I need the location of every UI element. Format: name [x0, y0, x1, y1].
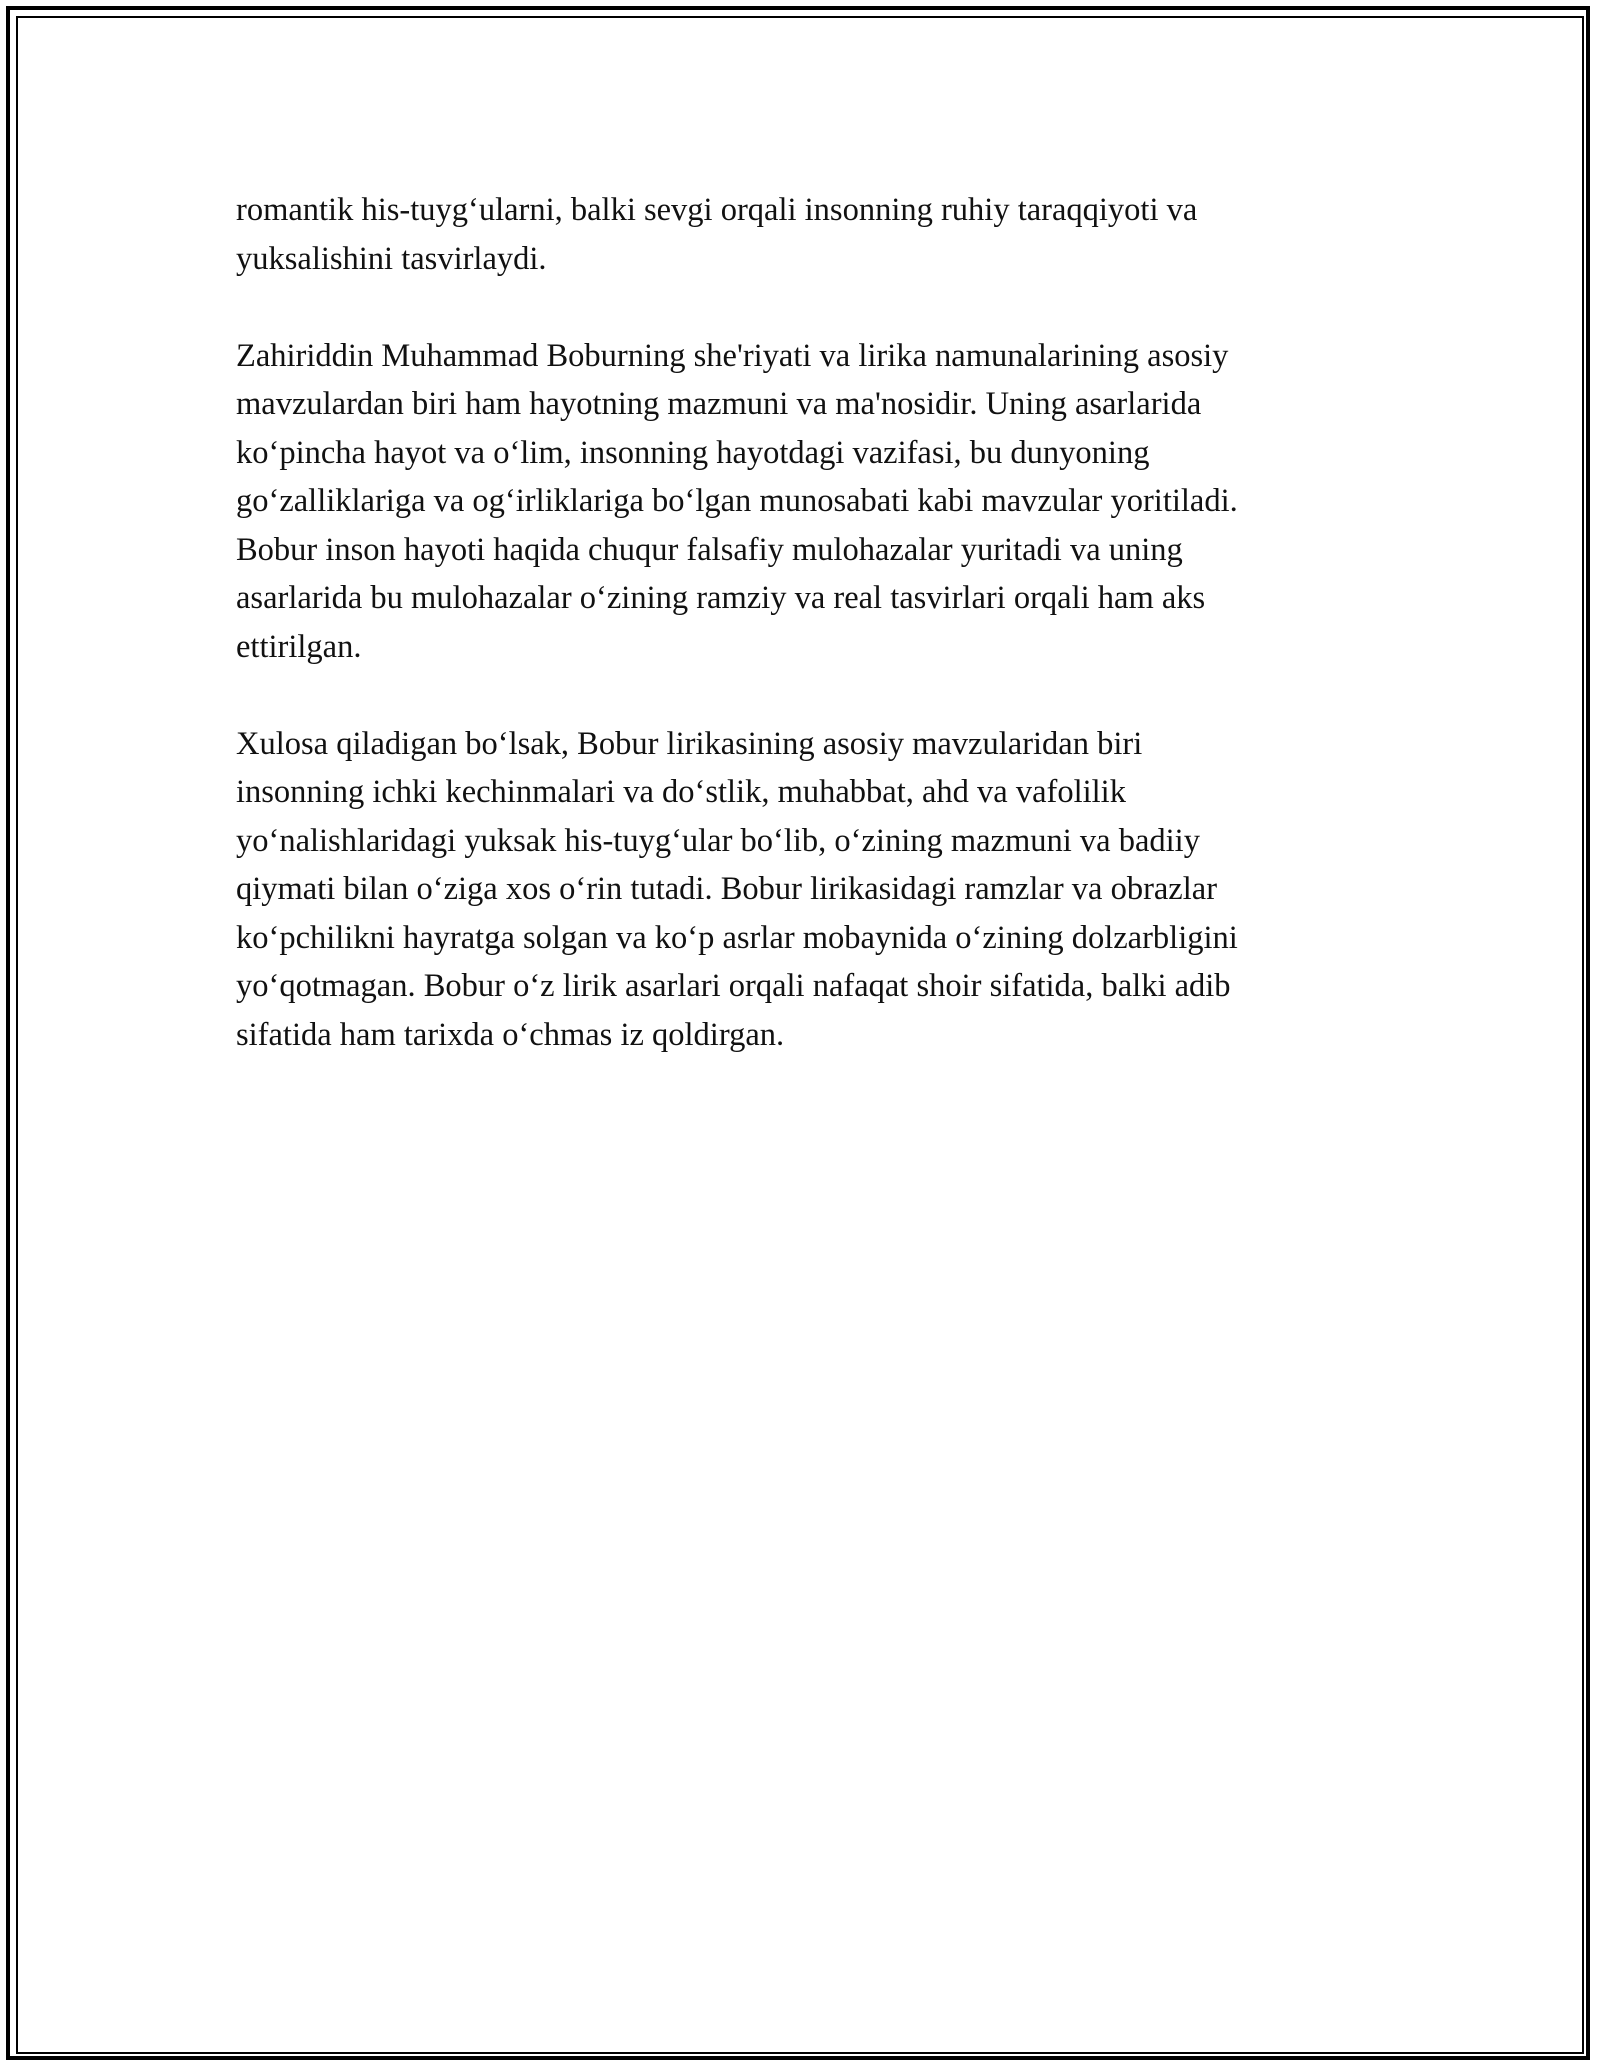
text-line: Bobur inson hayoti haqida chuqur falsafiy mulohazalar yuritadi va uning	[236, 531, 1183, 568]
text-line: ko‘pincha hayot va o‘lim, insonning hayotdagi vazifasi, bu dunyoning	[236, 434, 1150, 471]
text-line: romantik his-tuyg‘ularni, balki sevgi orqali insonning ruhiy taraqqiyoti va	[236, 192, 1198, 228]
text-line: ko‘pchilikni hayratga solgan va ko‘p asrlar mobaynida o‘zining dolzarbligini	[236, 919, 1238, 956]
text-line: yo‘qotmagan. Bobur o‘z lirik asarlari orqali nafaqat shoir sifatida, balki adib	[236, 968, 1231, 1004]
text-line: asarlarida bu mulohazalar o‘zining ramziy va real tasvirlari orqali ham aks	[236, 580, 1206, 616]
paragraph-1	[236, 186, 1371, 283]
text-line: yo‘nalishlaridagi yuksak his-tuyg‘ular bo‘lib, o‘zining mazmuni va badiiy	[236, 822, 1200, 859]
text-line: Zahiriddin Muhammad Boburning she'riyati va lirika namunalarining asosiy	[236, 337, 1229, 374]
document-body	[236, 186, 1371, 1108]
paragraph-2	[236, 332, 1371, 672]
text-line: sifatida ham tarixda o‘chmas iz qoldirgan.	[236, 1016, 785, 1053]
text-line: ettirilgan.	[236, 628, 362, 665]
text-line: Xulosa qiladigan bo‘lsak, Bobur lirikasining asosiy mavzularidan biri	[236, 725, 1143, 762]
paragraph-3	[236, 720, 1371, 1060]
text-line: insonning ichki kechinmalari va do‘stlik, muhabbat, ahd va vafolilik	[236, 774, 1126, 810]
text-line: yuksalishini tasvirlaydi.	[236, 240, 547, 277]
text-line: mavzulardan biri ham hayotning mazmuni va ma'nosidir. Uning asarlarida	[236, 386, 1202, 422]
text-line: qiymati bilan o‘ziga xos o‘rin tutadi. Bobur lirikasidagi ramzlar va obrazlar	[236, 871, 1218, 907]
text-line: go‘zalliklariga va og‘irliklariga bo‘lgan munosabati kabi mavzular yoritiladi.	[236, 483, 1238, 519]
